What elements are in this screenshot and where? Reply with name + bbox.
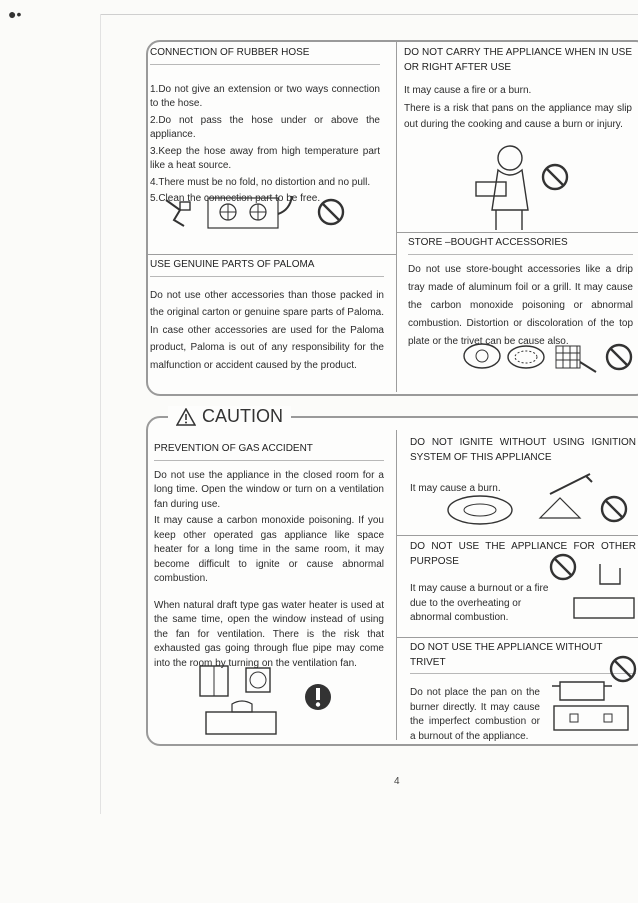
caution-right-divider-2 bbox=[397, 637, 638, 638]
prohibited-icon bbox=[599, 494, 629, 524]
prohibited-icon bbox=[316, 197, 346, 227]
page-top-edge bbox=[100, 14, 638, 15]
rubber-hose-section bbox=[150, 46, 380, 209]
warning-box-vertical-divider bbox=[396, 42, 397, 392]
warning-left-divider bbox=[148, 254, 396, 255]
genuine-parts-title: USE GENUINE PARTS OF PALOMA bbox=[150, 258, 384, 277]
lighter-burner-illustration bbox=[440, 472, 610, 530]
gas-accident-para-2: It may cause a carbon monoxide poisoning. If you keep other operated gas appliance like space heater for a long time in the same room, it may become difficult to ignite or cause abnormal combustion. bbox=[154, 515, 384, 584]
prohibited-icon bbox=[604, 342, 634, 372]
store-bought-title: STORE –BOUGHT ACCESSORIES bbox=[408, 236, 633, 255]
warning-right-divider bbox=[397, 232, 638, 233]
other-purpose-title: DO NOT USE THE APPLIANCE FOR OTHER PURPOSE bbox=[410, 541, 636, 567]
caution-right-divider-1 bbox=[397, 535, 638, 536]
caution-heading bbox=[168, 406, 291, 427]
warning-triangle-icon bbox=[176, 408, 196, 426]
person-carrying-appliance-illustration bbox=[470, 142, 550, 232]
rubber-hose-item-5: 5.Clean the connection part to be free. bbox=[150, 193, 321, 204]
accessories-illustration bbox=[460, 340, 600, 374]
rubber-hose-item-3: 3.Keep the hose away from high temperature part like a heat source. bbox=[150, 145, 380, 171]
other-purpose-body: It may cause a burnout or a fire due to the overheating or abnormal combustion. bbox=[410, 583, 549, 623]
page-number: 4 bbox=[394, 776, 400, 787]
rubber-hose-item-4: 4.There must be no fold, no distortion and no pull. bbox=[150, 176, 371, 188]
without-trivet-body: Do not place the pan on the burner directly. It may cause the imperfect combustion or a burnout of the appliance. bbox=[410, 687, 540, 742]
gas-accident-section bbox=[154, 442, 384, 673]
corner-smudge: ●• bbox=[8, 6, 22, 22]
rubber-hose-item-1: 1.Do not give an extension or two ways connection to the hose. bbox=[150, 83, 380, 109]
ignition-body: It may cause a burn. bbox=[410, 483, 501, 494]
window-fan-stove-illustration bbox=[196, 664, 296, 736]
store-bought-body: Do not use store-bought accessories like a drip tray made of aluminum foil or a grill. It may cause the carbon monoxide poisoning or abnormal combustion. Distortion or discoloration of the top plate or the trivet can be cause also. bbox=[408, 263, 633, 347]
mandatory-exclamation-icon bbox=[303, 682, 333, 712]
prohibited-icon bbox=[608, 654, 638, 684]
gas-accident-title: PREVENTION OF GAS ACCIDENT bbox=[154, 442, 384, 461]
do-not-carry-line-2: There is a risk that pans on the appliance may slip out during the cooking and cause a burn or injury. bbox=[404, 102, 632, 130]
hose-connection-illustration bbox=[158, 192, 308, 236]
gas-accident-para-1: Do not use the appliance in the closed room for a long time. Open the window or turn on a ventilation fan during use. bbox=[154, 469, 384, 510]
gas-accident-para-3: When natural draft type gas water heater is used at the same time, open the window instead of using the fan for ventilation. There is the risk that exhausted gas going through flue pipe may come into the room by turning on the ventilation fan. bbox=[154, 599, 384, 669]
without-trivet-title: DO NOT USE THE APPLIANCE WITHOUT TRIVET bbox=[410, 641, 636, 674]
genuine-parts-body: Do not use other accessories than those packed in the original carton or genuine spare parts of Paloma. In case other accessories are used for the Paloma product, Paloma is out of any responsibility for the malfunction or accident caused by the product. bbox=[150, 289, 384, 371]
do-not-carry-line-1: It may cause a fire or a burn. bbox=[404, 85, 532, 96]
caution-box-vertical-divider bbox=[396, 430, 397, 740]
caution-title: CAUTION bbox=[202, 406, 283, 426]
prohibited-icon bbox=[540, 162, 570, 192]
do-not-carry-section bbox=[404, 45, 632, 136]
overheating-stove-illustration bbox=[570, 560, 636, 622]
ignition-title: DO NOT IGNITE WITHOUT USING IGNITION SYSTEM OF THIS APPLIANCE bbox=[410, 437, 636, 463]
do-not-carry-title: DO NOT CARRY THE APPLIANCE WHEN IN USE OR RIGHT AFTER USE bbox=[404, 47, 632, 73]
store-bought-section bbox=[408, 236, 633, 353]
rubber-hose-title: CONNECTION OF RUBBER HOSE bbox=[150, 46, 380, 65]
page-left-edge bbox=[100, 14, 101, 814]
rubber-hose-item-2: 2.Do not pass the hose under or above the appliance. bbox=[150, 114, 380, 140]
genuine-parts-section bbox=[150, 258, 384, 376]
